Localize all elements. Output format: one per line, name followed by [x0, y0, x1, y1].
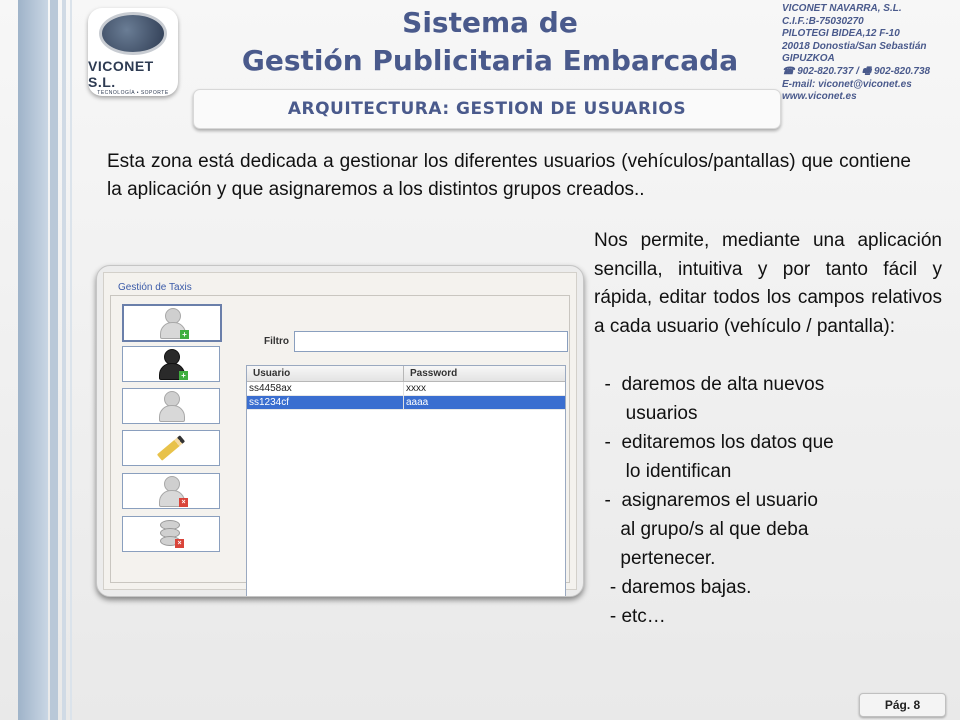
table-row-selected[interactable] — [247, 396, 565, 410]
company-line: GIPUZKOA — [782, 53, 835, 65]
page-title-line1: Sistema de — [402, 6, 578, 39]
list-item: - etc… — [594, 606, 666, 627]
section-subtitle: ARQUITECTURA: GESTION DE USUARIOS — [193, 89, 781, 129]
delete-user-button[interactable] — [122, 473, 220, 509]
list-item: - asignaremos el usuario — [594, 490, 818, 511]
description-paragraph: Nos permite, mediante una aplicación sencilla, intuitiva y por tanto fácil y rápida, editar todos los campos relativos a cada usuario (vehículo / pantalla): — [594, 230, 942, 337]
company-line: 20018 Donostia/San Sebastián — [782, 40, 927, 52]
list-item: - daremos de alta nuevos — [594, 374, 825, 395]
add-user-dark-icon: + — [156, 348, 186, 380]
delete-user-icon: × — [156, 475, 186, 507]
list-item: usuarios — [594, 403, 698, 424]
user-icon — [156, 390, 186, 422]
app-window-title: Gestión de Taxis — [118, 282, 192, 293]
company-logo — [88, 8, 178, 96]
list-item: pertenecer. — [594, 548, 716, 569]
edit-user-button[interactable] — [122, 430, 220, 466]
company-line: C.I.F.:B-75030270 — [782, 15, 864, 27]
page-number: Pág. 8 — [859, 693, 946, 717]
filter-input[interactable] — [294, 331, 568, 352]
decor-stripe — [70, 0, 72, 720]
company-phone-fax: ☎ 902-820.737 / 🖷 902-820.738 — [782, 65, 931, 77]
delete-database-button[interactable] — [122, 516, 220, 552]
app-screenshot — [96, 265, 584, 597]
intro-paragraph: Esta zona está dedicada a gestionar los diferentes usuarios (vehículos/pantallas) que contiene la aplicación y que asignaremos a los distintos grupos creados.. — [107, 151, 911, 200]
company-line: VICONET NAVARRA, S.L. — [782, 3, 902, 14]
app-panel — [110, 295, 570, 583]
cell-password: aaaa — [406, 397, 429, 408]
add-user-icon: + — [157, 307, 187, 339]
add-user-button[interactable] — [122, 304, 222, 342]
list-item: - editaremos los datos que — [594, 432, 834, 453]
column-header-password[interactable]: Password — [410, 368, 458, 379]
page-title-line2: Gestión Publicitaria Embarcada — [241, 44, 739, 77]
globe-icon — [99, 12, 167, 55]
cell-usuario: ss4458ax — [247, 382, 404, 395]
table-header — [247, 366, 565, 382]
list-item: lo identifican — [594, 461, 732, 482]
decor-stripe — [18, 0, 48, 720]
decor-stripe — [50, 0, 58, 720]
feature-list — [594, 370, 954, 631]
decor-stripe — [62, 0, 66, 720]
delete-database-icon: × — [160, 520, 182, 548]
table-row[interactable] — [247, 382, 565, 396]
list-item: al grupo/s al que deba — [594, 519, 809, 540]
company-info — [782, 3, 960, 104]
company-email: E-mail: viconet@viconet.es — [782, 78, 912, 90]
company-line: PILOTEGI BIDEA,12 F-10 — [782, 28, 900, 40]
view-user-button[interactable] — [122, 388, 220, 424]
users-table — [246, 365, 566, 597]
pencil-icon — [157, 435, 185, 460]
cell-password: xxxx — [406, 383, 426, 394]
app-window — [103, 272, 577, 590]
cell-usuario: ss1234cf — [247, 396, 404, 409]
list-item: - daremos bajas. — [594, 577, 752, 598]
column-header-usuario[interactable]: Usuario — [247, 366, 404, 381]
filter-label: Filtro — [264, 336, 289, 347]
logo-tagline: TECNOLOGÍA • SOPORTE — [97, 90, 169, 96]
add-user-dark-button[interactable] — [122, 346, 220, 382]
logo-text: VICONET S.L. — [88, 58, 154, 90]
company-website: www.viconet.es — [782, 91, 857, 103]
